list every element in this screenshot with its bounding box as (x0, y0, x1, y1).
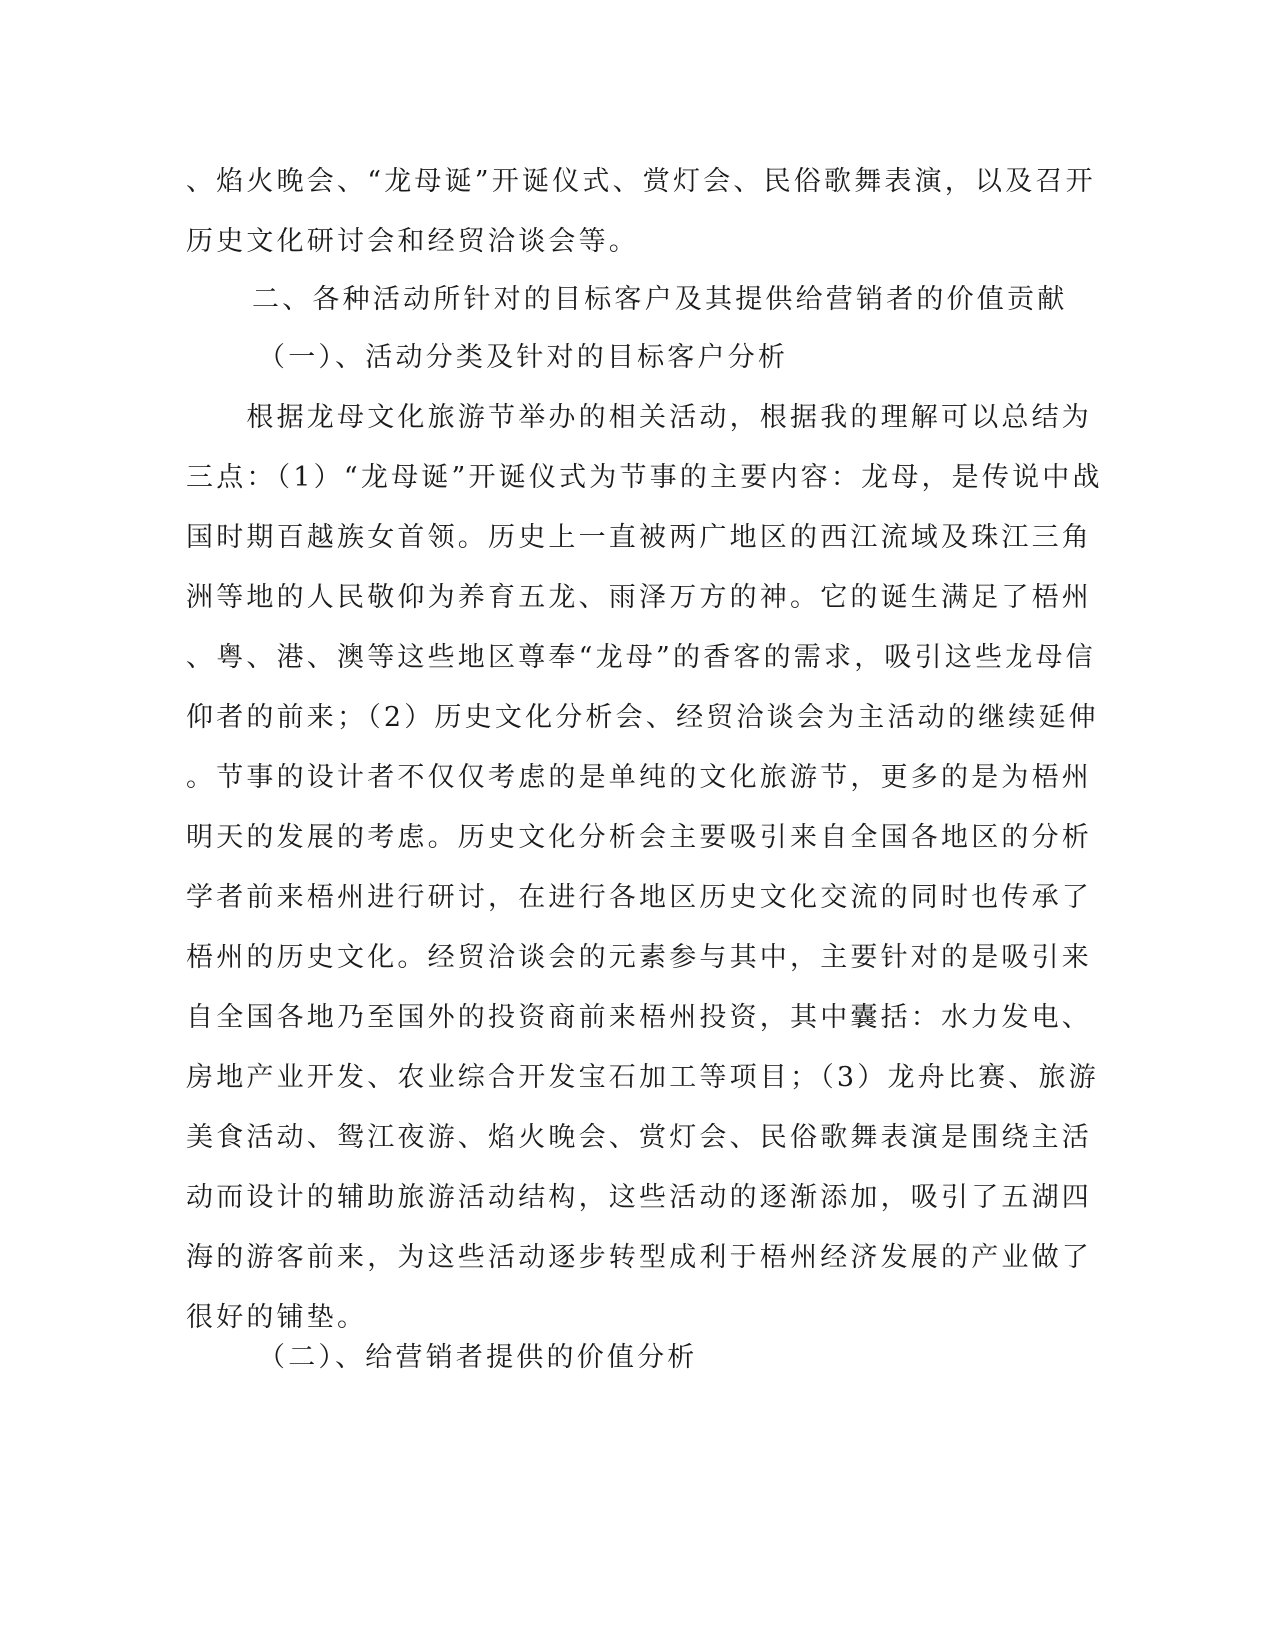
text-line: 学者前来梧州进行研讨，在进行各地区历史文化交流的同时也传承了 (186, 882, 1092, 913)
text-line: 、粤、港、澳等这些地区尊奉“龙母”的香客的需求，吸引这些龙母信 (186, 642, 1096, 673)
text-line: 动而设计的辅助旅游活动结构，这些活动的逐渐添加，吸引了五湖四 (186, 1182, 1092, 1213)
text-line: 三点：（1）“龙母诞”开诞仪式为节事的主要内容：龙母，是传说中战 (186, 462, 1103, 493)
text-line: 。节事的设计者不仅仅考虑的是单纯的文化旅游节，更多的是为梧州 (186, 762, 1092, 793)
text-line: 根据龙母文化旅游节举办的相关活动，根据我的理解可以总结为 (186, 402, 1092, 433)
text-line: 海的游客前来，为这些活动逐步转型成利于梧州经济发展的产业做了 (186, 1242, 1092, 1273)
subsection-heading-2: （二）、给营销者提供的价值分析 (258, 1342, 698, 1373)
text-line: 历史文化研讨会和经贸洽谈会等。 (186, 226, 639, 257)
text-line: 房地产业开发、农业综合开发宝石加工等项目；（3）龙舟比赛、旅游 (186, 1062, 1099, 1093)
text-line: 美食活动、鸳江夜游、焰火晚会、赏灯会、民俗歌舞表演是围绕主活 (186, 1122, 1092, 1153)
intro-paragraph (186, 152, 1096, 272)
text-line: 自全国各地乃至国外的投资商前来梧州投资，其中囊括：水力发电、 (186, 1002, 1092, 1033)
text-line: 国时期百越族女首领。历史上一直被两广地区的西江流域及珠江三角 (186, 522, 1092, 553)
text-line: 明天的发展的考虑。历史文化分析会主要吸引来自全国各地区的分析 (186, 822, 1092, 853)
body-paragraph (186, 388, 1103, 1348)
subsection-heading-1: （一）、活动分类及针对的目标客户分析 (258, 342, 789, 373)
section-heading: 二、各种活动所针对的目标客户及其提供给营销者的价值贡献 (252, 284, 1068, 315)
text-line: 、焰火晚会、“龙母诞”开诞仪式、赏灯会、民俗歌舞表演，以及召开 (186, 166, 1096, 197)
text-line: 梧州的历史文化。经贸洽谈会的元素参与其中，主要针对的是吸引来 (186, 942, 1092, 973)
text-line: 仰者的前来；（2）历史文化分析会、经贸洽谈会为主活动的继续延伸 (186, 702, 1099, 733)
text-line: 洲等地的人民敬仰为养育五龙、雨泽万方的神。它的诞生满足了梧州 (186, 582, 1092, 613)
text-line: 很好的铺垫。 (186, 1302, 368, 1333)
